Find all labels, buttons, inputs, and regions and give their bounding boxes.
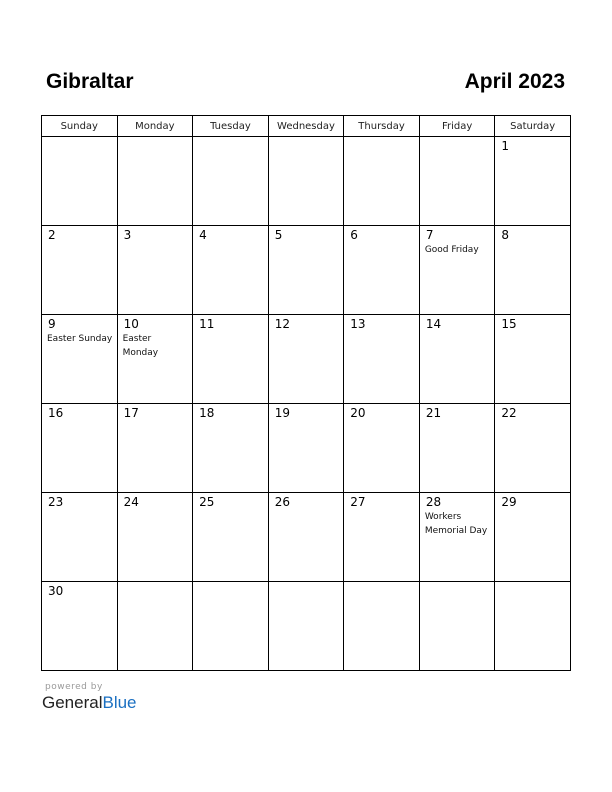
holiday-label: Workers Memorial Day <box>424 512 488 536</box>
weekday-header-row <box>42 116 571 137</box>
day-cell <box>193 404 269 493</box>
day-cell <box>419 315 495 404</box>
day-cell <box>117 315 193 404</box>
day-cell <box>495 226 571 315</box>
day-cell <box>268 315 344 404</box>
day-number: 21 <box>425 406 442 420</box>
day-cell <box>117 404 193 493</box>
day-cell <box>419 404 495 493</box>
week-row <box>42 493 571 582</box>
day-number: 23 <box>48 495 64 509</box>
day-number: 17 <box>123 406 139 420</box>
day-number: 28 <box>425 495 442 509</box>
generalblue-logo <box>42 693 137 713</box>
country-title: Gibraltar <box>46 70 134 93</box>
week-row <box>42 226 571 315</box>
day-number: 30 <box>48 584 64 598</box>
day-cell <box>495 137 571 226</box>
day-cell <box>42 315 118 404</box>
week-row <box>42 315 571 404</box>
day-number: 7 <box>425 228 434 242</box>
day-cell <box>117 493 193 582</box>
weekday-header: Thursday <box>344 116 420 137</box>
calendar-body <box>42 137 571 671</box>
day-number: 27 <box>350 495 366 509</box>
day-cell <box>344 582 420 671</box>
logo-general-text: General <box>42 693 103 712</box>
day-cell <box>344 404 420 493</box>
holiday-label: Easter Sunday <box>47 334 113 344</box>
day-cell <box>344 137 420 226</box>
day-cell <box>268 493 344 582</box>
day-number: 3 <box>123 228 132 242</box>
day-cell <box>344 493 420 582</box>
day-cell <box>419 226 495 315</box>
day-number: 4 <box>199 228 207 242</box>
day-number: 11 <box>199 317 215 331</box>
day-number: 8 <box>501 228 510 242</box>
day-cell <box>344 315 420 404</box>
day-number: 1 <box>501 139 510 153</box>
day-cell <box>268 226 344 315</box>
week-row <box>42 582 571 671</box>
day-number: 5 <box>274 228 283 242</box>
day-cell <box>495 493 571 582</box>
day-number: 12 <box>274 317 290 331</box>
day-cell <box>193 493 269 582</box>
day-cell <box>419 582 495 671</box>
calendar-grid <box>41 115 571 671</box>
day-cell <box>419 137 495 226</box>
day-cell <box>193 137 269 226</box>
day-cell <box>419 493 495 582</box>
day-number: 10 <box>123 317 139 331</box>
day-cell <box>42 137 118 226</box>
day-cell <box>495 404 571 493</box>
day-cell <box>117 137 193 226</box>
week-row <box>42 404 571 493</box>
day-cell <box>42 493 118 582</box>
holiday-label: Easter Monday <box>122 334 159 358</box>
day-cell <box>117 582 193 671</box>
day-number: 2 <box>48 228 56 242</box>
day-number: 19 <box>274 406 290 420</box>
day-number: 15 <box>501 317 517 331</box>
day-cell <box>344 226 420 315</box>
day-cell <box>42 582 118 671</box>
day-cell <box>268 582 344 671</box>
day-cell <box>42 404 118 493</box>
day-number: 18 <box>199 406 215 420</box>
day-cell <box>42 226 118 315</box>
day-cell <box>117 226 193 315</box>
weekday-header: Saturday <box>495 116 571 137</box>
week-row <box>42 137 571 226</box>
logo-blue-text: Blue <box>102 693 137 712</box>
day-number: 25 <box>199 495 215 509</box>
day-number: 9 <box>48 317 56 331</box>
day-cell <box>193 582 269 671</box>
day-cell <box>495 582 571 671</box>
weekday-header: Wednesday <box>268 116 344 137</box>
powered-by-text: powered by <box>45 682 103 692</box>
day-number: 26 <box>274 495 290 509</box>
holiday-label: Good Friday <box>424 245 479 255</box>
weekday-header: Friday <box>419 116 495 137</box>
day-number: 20 <box>350 406 366 420</box>
day-number: 29 <box>501 495 517 509</box>
day-cell <box>193 315 269 404</box>
day-number: 16 <box>48 406 64 420</box>
month-year-title: April 2023 <box>464 70 565 93</box>
day-cell <box>268 137 344 226</box>
day-cell <box>495 315 571 404</box>
weekday-header: Tuesday <box>193 116 269 137</box>
day-number: 14 <box>425 317 442 331</box>
weekday-header: Sunday <box>42 116 118 137</box>
weekday-header: Monday <box>117 116 193 137</box>
day-cell <box>193 226 269 315</box>
day-number: 6 <box>350 228 358 242</box>
day-number: 13 <box>350 317 366 331</box>
day-cell <box>268 404 344 493</box>
day-number: 22 <box>501 406 517 420</box>
day-number: 24 <box>123 495 139 509</box>
